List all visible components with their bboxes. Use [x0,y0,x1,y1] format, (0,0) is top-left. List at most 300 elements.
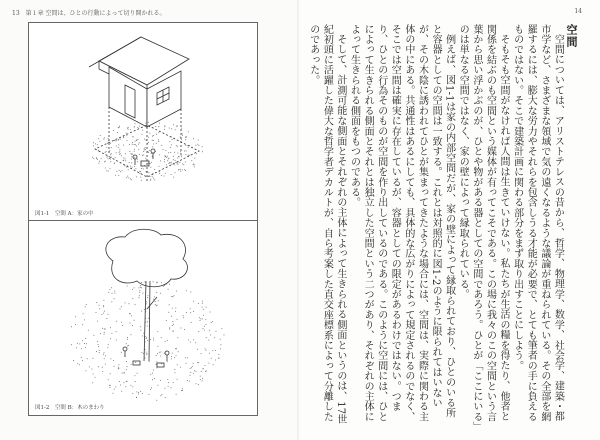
stipple-dot [150,374,151,375]
stipple-dot [116,140,117,141]
stipple-dot [127,165,128,166]
stipple-dot [141,287,142,288]
stipple-dot [167,361,168,362]
stipple-dot [96,351,97,352]
stipple-dot [104,352,105,353]
stipple-dot [184,329,185,330]
stipple-dot [99,141,100,142]
stipple-dot [141,311,142,312]
stipple-dot [154,286,155,287]
stipple-dot [120,171,121,172]
stipple-dot [114,163,115,164]
stipple-dot [214,337,215,338]
stipple-dot [161,145,162,146]
stipple-dot [110,338,111,339]
stipple-dot [114,298,115,299]
stipple-dot [141,180,142,181]
stipple-dot [138,139,139,140]
section-title: 空間 [565,24,578,48]
stipple-dot [150,167,151,168]
stipple-dot [149,150,150,151]
stipple-dot [108,314,109,315]
stipple-dot [131,364,132,365]
stipple-dot [121,352,122,353]
stipple-dot [202,318,203,319]
stipple-dot [156,364,157,365]
stipple-dot [165,397,166,398]
stipple-dot [127,286,128,287]
stipple-dot [192,366,193,367]
stipple-dot [140,177,141,178]
stipple-dot [75,324,76,325]
stipple-dot [164,126,165,127]
stipple-dot [200,379,201,380]
stipple-dot [96,157,97,158]
stipple-dot [157,346,158,347]
stipple-dot [165,388,166,389]
stipple-dot [115,386,116,387]
stipple-dot [148,137,149,138]
stipple-dot [166,157,167,158]
stipple-dot [118,144,119,145]
stipple-dot [127,128,128,129]
stipple-dot [132,142,133,143]
stipple-dot [103,305,104,306]
stipple-dot [193,311,194,312]
stipple-dot [126,361,127,362]
stipple-dot [137,159,138,160]
stipple-dot [212,350,213,351]
stipple-dot [168,386,169,387]
stipple-dot [181,390,182,391]
stipple-dot [116,152,117,153]
stipple-dot [167,156,168,157]
stipple-dot [158,141,159,142]
stipple-dot [81,357,82,358]
stipple-dot [190,372,191,373]
stipple-dot [148,152,149,153]
stipple-dot [96,312,97,313]
stipple-dot [170,147,171,148]
stipple-dot [138,149,139,150]
stipple-dot [146,352,147,353]
stipple-dot [131,315,132,316]
stipple-dot [107,347,108,348]
stipple-dot [215,360,216,361]
stipple-dot [197,144,198,145]
stipple-dot [153,299,154,300]
stipple-dot [79,364,80,365]
stipple-dot [166,320,167,321]
stipple-dot [126,343,127,344]
stipple-dot [98,150,99,151]
stipple-dot [129,144,130,145]
stipple-dot [144,358,145,359]
stipple-dot [170,152,171,153]
stipple-dot [150,339,151,340]
stipple-dot [161,337,162,338]
paragraph: 空間については、アリストテレスの昔から、哲学、物理学、数学、社会学、建築・都市学など、さまざまな領域で気の遠くなるような議論が重ねられている。その全部を網羅するには、膨大な労力やそれらを包含しうる才能が必要で、とても筆者の手に負えるものではない。そこで建築計画に関わる部分をまず取り出すことにしよう。 [511,24,564,422]
stipple-dot [119,149,120,150]
stipple-dot [126,167,127,168]
stipple-dot [156,143,157,144]
stipple-dot [177,164,178,165]
stipple-dot [175,308,176,309]
stipple-dot [182,133,183,134]
stipple-dot [156,305,157,306]
stipple-dot [175,372,176,373]
stipple-dot [220,348,221,349]
stipple-dot [220,344,221,345]
stipple-dot [194,164,195,165]
stipple-dot [174,152,175,153]
stipple-dot [137,127,138,128]
stipple-dot [136,176,137,177]
stipple-dot [104,332,105,333]
stipple-dot [137,161,138,162]
stipple-dot [156,361,157,362]
stipple-dot [134,375,135,376]
stipple-dot [121,391,122,392]
stipple-dot [114,389,115,390]
stipple-dot [163,286,164,287]
stipple-dot [176,394,177,395]
stipple-dot [171,296,172,297]
stipple-dot [127,140,128,141]
stipple-dot [116,146,117,147]
stipple-dot [167,379,168,380]
stipple-dot [147,340,148,341]
stipple-dot [168,152,169,153]
stipple-dot [95,143,96,144]
stipple-dot [168,289,169,290]
stipple-dot [153,281,154,282]
stipple-dot [195,145,196,146]
stipple-dot [131,162,132,163]
stipple-dot [118,127,119,128]
stipple-dot [194,166,195,167]
stipple-dot [154,179,155,180]
stipple-dot [205,348,206,349]
stipple-dot [156,282,157,283]
stipple-dot [181,156,182,157]
stipple-dot [97,144,98,145]
stipple-dot [98,366,99,367]
stipple-dot [144,309,145,310]
stipple-dot [111,157,112,158]
stipple-dot [153,140,154,141]
stipple-dot [150,176,151,177]
stipple-dot [187,380,188,381]
stipple-dot [170,387,171,388]
stipple-dot [206,337,207,338]
stipple-dot [193,373,194,374]
stipple-dot [145,149,146,150]
stipple-dot [108,379,109,380]
stipple-dot [203,368,204,369]
stipple-dot [188,155,189,156]
stipple-dot [127,337,128,338]
stipple-dot [148,122,149,123]
stipple-dot [174,138,175,139]
stipple-dot [178,156,179,157]
stipple-dot [159,171,160,172]
stipple-dot [119,152,120,153]
stipple-dot [116,331,117,332]
stipple-dot [145,311,146,312]
stipple-dot [121,306,122,307]
stipple-dot [152,157,153,158]
stipple-dot [93,158,94,159]
stipple-dot [116,171,117,172]
stipple-dot [144,150,145,151]
stipple-dot [151,153,152,154]
stipple-dot [92,157,93,158]
stipple-dot [145,308,146,309]
stipple-dot [143,168,144,169]
stipple-dot [100,135,101,136]
stipple-dot [139,126,140,127]
stipple-dot [149,361,150,362]
stipple-dot [171,316,172,317]
stipple-dot [149,126,150,127]
stipple-dot [85,338,86,339]
stipple-dot [110,168,111,169]
stipple-dot [132,386,133,387]
stipple-dot [110,143,111,144]
stipple-dot [198,362,199,363]
stipple-dot [180,137,181,138]
stipple-dot [182,388,183,389]
stipple-dot [148,163,149,164]
stipple-dot [127,176,128,177]
stipple-dot [134,157,135,158]
stipple-dot [130,385,131,386]
stipple-dot [142,293,143,294]
stipple-dot [128,345,129,346]
stipple-dot [147,353,148,354]
stipple-dot [160,395,161,396]
stipple-dot [75,316,76,317]
stipple-dot [169,141,170,142]
stipple-dot [113,393,114,394]
stipple-dot [193,138,194,139]
stipple-dot [83,313,84,314]
stipple-dot [185,139,186,140]
stipple-dot [104,161,105,162]
stipple-dot [126,135,127,136]
stipple-dot [121,322,122,323]
stipple-dot [104,334,105,335]
stipple-dot [153,338,154,339]
stipple-dot [100,333,101,334]
stipple-dot [86,343,87,344]
stipple-dot [169,327,170,328]
stipple-dot [139,154,140,155]
stipple-dot [98,344,99,345]
stipple-dot [142,336,143,337]
stipple-dot [159,352,160,353]
stipple-dot [132,325,133,326]
stipple-dot [186,290,187,291]
stipple-dot [131,154,132,155]
stipple-dot [156,292,157,293]
stipple-dot [202,301,203,302]
stipple-dot [131,159,132,160]
stipple-dot [124,165,125,166]
stipple-dot [85,306,86,307]
figure-1-1 [28,22,258,222]
stipple-dot [182,135,183,136]
stipple-dot [193,339,194,340]
stipple-dot [147,321,148,322]
stipple-dot [161,175,162,176]
stipple-dot [73,360,74,361]
stipple-dot [126,177,127,178]
stipple-dot [177,146,178,147]
stipple-dot [110,327,111,328]
stipple-dot [151,387,152,388]
stipple-dot [118,368,119,369]
stipple-dot [134,127,135,128]
stipple-dot [114,291,115,292]
stipple-dot [202,146,203,147]
stipple-dot [79,343,80,344]
stipple-dot [203,315,204,316]
stipple-dot [169,162,170,163]
vertical-text-column [307,24,578,428]
stipple-dot [176,291,177,292]
stipple-dot [71,344,72,345]
stipple-dot [138,394,139,395]
stipple-dot [111,153,112,154]
stipple-dot [105,329,106,330]
stipple-dot [221,328,222,329]
stipple-dot [154,378,155,379]
stipple-dot [120,385,121,386]
stipple-dot [93,374,94,375]
stipple-dot [149,359,150,360]
stipple-dot [164,353,165,354]
stipple-dot [126,369,127,370]
stipple-dot [168,382,169,383]
stipple-dot [123,145,124,146]
stipple-dot [164,159,165,160]
stipple-dot [167,340,168,341]
stipple-dot [117,132,118,133]
stipple-dot [111,147,112,148]
stipple-dot [193,363,194,364]
stipple-dot [181,128,182,129]
stipple-dot [190,368,191,369]
stipple-dot [177,163,178,164]
stipple-dot [152,379,153,380]
stipple-dot [185,170,186,171]
stipple-dot [139,171,140,172]
stipple-dot [130,334,131,335]
stipple-dot [122,373,123,374]
stipple-dot [105,152,106,153]
stipple-dot [132,298,133,299]
stipple-dot [152,140,153,141]
stipple-dot [108,292,109,293]
stipple-dot [200,376,201,377]
stipple-dot [88,330,89,331]
stipple-dot [139,290,140,291]
stipple-dot [157,282,158,283]
stipple-dot [141,168,142,169]
stipple-dot [135,381,136,382]
figure-caption: 図1-1 空間 A：家の中 [35,211,94,217]
stipple-dot [183,317,184,318]
stipple-dot [138,392,139,393]
stipple-dot [127,346,128,347]
stipple-dot [209,330,210,331]
stipple-dot [134,320,135,321]
stipple-dot [98,138,99,139]
stipple-dot [197,349,198,350]
stipple-dot [161,394,162,395]
stipple-dot [152,146,153,147]
stipple-dot [123,160,124,161]
stipple-dot [121,155,122,156]
stipple-dot [139,287,140,288]
stipple-dot [145,282,146,283]
stipple-dot [122,325,123,326]
stipple-dot [177,158,178,159]
stipple-dot [143,333,144,334]
stipple-dot [128,129,129,130]
stipple-dot [108,156,109,157]
stipple-dot [136,140,137,141]
stipple-dot [109,143,110,144]
stipple-dot [140,391,141,392]
stipple-dot [153,173,154,174]
stipple-dot [177,337,178,338]
stipple-dot [181,139,182,140]
stipple-dot [118,147,119,148]
stipple-dot [142,134,143,135]
stipple-dot [194,158,195,159]
stipple-dot [176,126,177,127]
stipple-dot [105,364,106,365]
stipple-dot [168,312,169,313]
stipple-dot [110,154,111,155]
stipple-dot [185,357,186,358]
stipple-dot [204,365,205,366]
stipple-dot [110,161,111,162]
stipple-dot [184,169,185,170]
stipple-dot [159,166,160,167]
stipple-dot [102,314,103,315]
stipple-dot [130,178,131,179]
stipple-dot [129,162,130,163]
stipple-dot [130,166,131,167]
stipple-dot [140,285,141,286]
stipple-dot [110,373,111,374]
stipple-dot [160,356,161,357]
stipple-dot [105,168,106,169]
stipple-dot [111,333,112,334]
stipple-dot [172,308,173,309]
stipple-dot [132,289,133,290]
stipple-dot [199,317,200,318]
stipple-dot [154,153,155,154]
stipple-dot [125,160,126,161]
stipple-dot [134,166,135,167]
stipple-dot [186,312,187,313]
stipple-dot [180,134,181,135]
